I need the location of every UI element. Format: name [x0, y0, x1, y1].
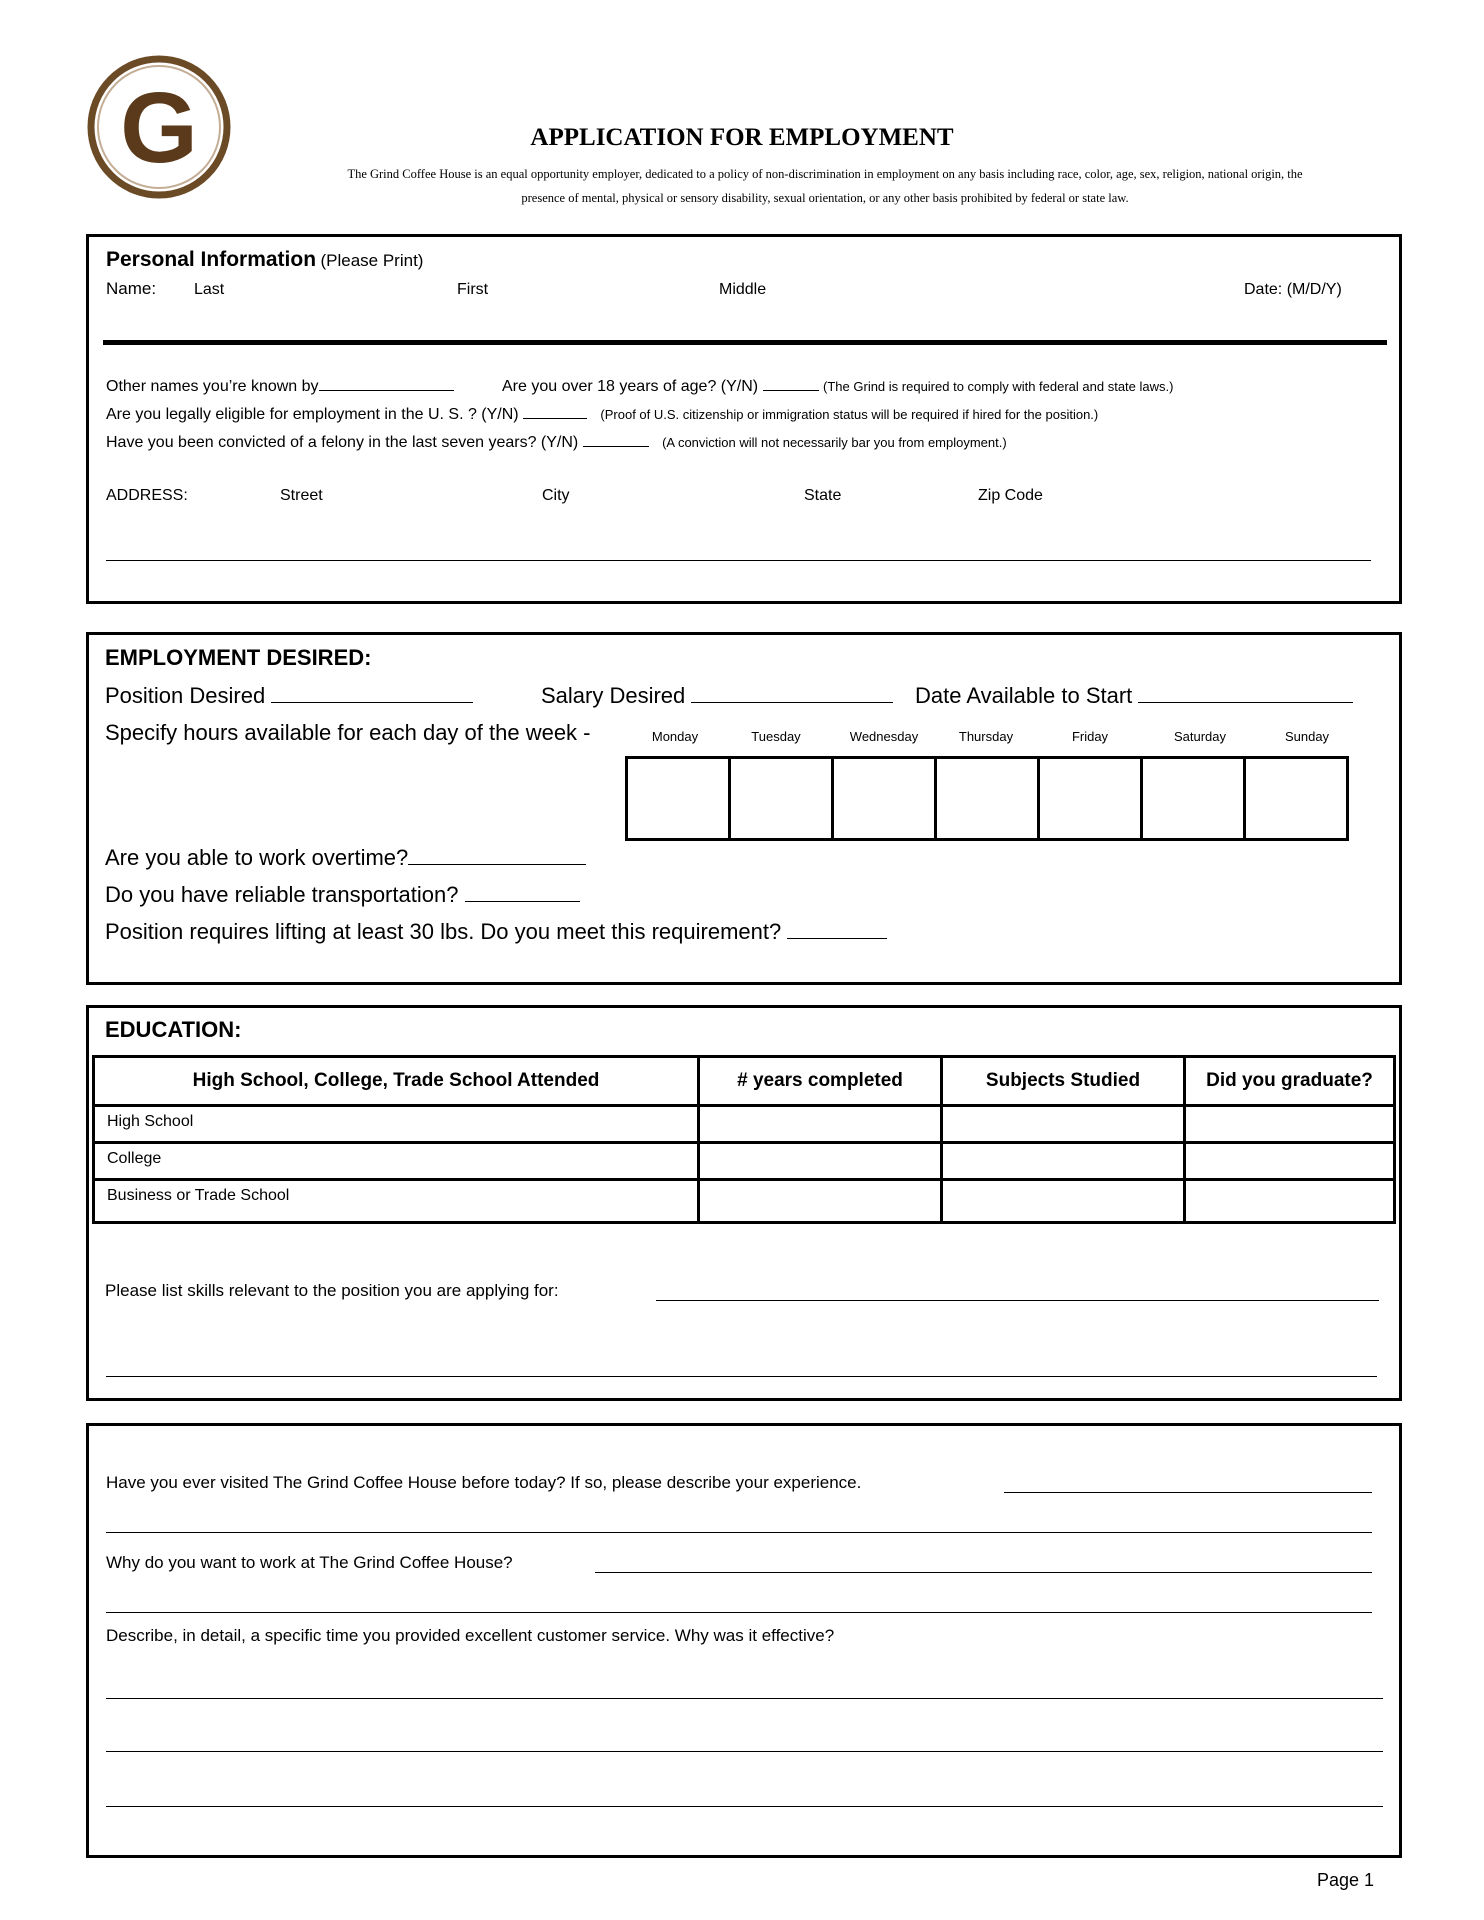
service-label: Describe, in detail, a specific time you provided excellent customer service. Why was it effective?: [106, 1626, 835, 1645]
employment-heading: EMPLOYMENT DESIRED:: [105, 645, 372, 670]
overtime-row: Are you able to work overtime?: [105, 845, 586, 871]
why-label: Why do you want to work at The Grind Coffee House?: [106, 1553, 513, 1572]
graduate-cell[interactable]: [1185, 1106, 1395, 1143]
education-heading: EDUCATION:: [105, 1017, 242, 1042]
service-field-3[interactable]: [106, 1806, 1383, 1807]
overtime-field[interactable]: [408, 863, 586, 865]
hours-cell-wednesday[interactable]: [833, 758, 936, 840]
school-type: College: [94, 1143, 699, 1180]
zip-label: Zip Code: [978, 487, 1043, 504]
day-label: Saturday: [1173, 729, 1227, 744]
address-label: ADDRESS:: [106, 487, 188, 504]
why-field-2[interactable]: [106, 1612, 1372, 1613]
street-label: Street: [280, 487, 323, 504]
personal-heading: Personal Information (Please Print): [106, 248, 424, 271]
column-header: High School, College, Trade School Attended: [94, 1057, 699, 1106]
visited-field[interactable]: [1004, 1492, 1372, 1493]
service-field-2[interactable]: [106, 1751, 1383, 1752]
visited-field-2[interactable]: [106, 1532, 1372, 1533]
hours-cell-friday[interactable]: [1039, 758, 1142, 840]
last-name-label: Last: [194, 281, 225, 298]
graduate-cell[interactable]: [1185, 1143, 1395, 1180]
table-row: [94, 1143, 1395, 1180]
day-label: Wednesday: [849, 729, 919, 744]
hours-label: Specify hours available for each day of the week -: [105, 720, 591, 745]
date-start-row: Date Available to Start: [915, 683, 1353, 709]
over18-row: Are you over 18 years of age? (Y/N) (The Grind is required to comply with federal and state laws.): [502, 378, 1174, 395]
hours-grid: [625, 756, 1349, 841]
school-type: High School: [94, 1106, 699, 1143]
column-header: # years completed: [699, 1057, 942, 1106]
hours-cell-saturday[interactable]: [1142, 758, 1245, 840]
day-label: Thursday: [958, 729, 1014, 744]
subjects-cell[interactable]: [942, 1180, 1185, 1223]
years-cell[interactable]: [699, 1180, 942, 1223]
salary-row: Salary Desired: [541, 683, 893, 709]
why-field[interactable]: [595, 1572, 1372, 1573]
subjects-cell[interactable]: [942, 1106, 1185, 1143]
day-label: Monday: [651, 729, 699, 744]
day-label: Friday: [1071, 729, 1109, 744]
table-row: [94, 1106, 1395, 1143]
school-type: Business or Trade School: [94, 1180, 699, 1223]
years-cell[interactable]: [699, 1106, 942, 1143]
other-names-row: Other names you’re known by: [106, 378, 454, 396]
years-cell[interactable]: [699, 1143, 942, 1180]
date-start-field[interactable]: [1138, 701, 1353, 703]
felony-row: Have you been convicted of a felony in the last seven years? (Y/N) (A conviction will not necessarily bar you from employment.): [106, 434, 1007, 451]
skills-field[interactable]: [656, 1300, 1379, 1301]
date-label: Date: (M/D/Y): [1244, 281, 1342, 298]
page-title: APPLICATION FOR EMPLOYMENT: [530, 124, 954, 151]
page-number: Page 1: [1316, 1870, 1374, 1890]
column-header: Did you graduate?: [1185, 1057, 1395, 1106]
education-table: [92, 1055, 1396, 1224]
subjects-cell[interactable]: [942, 1143, 1185, 1180]
skills-label: Please list skills relevant to the position you are applying for:: [105, 1281, 559, 1300]
visited-label: Have you ever visited The Grind Coffee House before today? If so, please describe your experience.: [106, 1473, 862, 1492]
state-label: State: [804, 487, 842, 504]
day-label: Sunday: [1284, 729, 1330, 744]
felony-field[interactable]: [583, 445, 649, 447]
over18-field[interactable]: [763, 389, 819, 391]
svg-text:G: G: [120, 72, 198, 184]
eeo-statement: The Grind Coffee House is an equal opportunity employer, dedicated to a policy of non-discrimination in employment on any basis including race, color, age, sex, religion, national origin, the presence of mental, physical or sensory disability, sexual orientation, or any other basis prohibited by federal or state law.: [347, 167, 1303, 205]
hours-cell-sunday[interactable]: [1245, 758, 1348, 840]
table-row: [94, 1180, 1395, 1223]
graduate-cell[interactable]: [1185, 1180, 1395, 1223]
middle-name-label: Middle: [719, 281, 767, 298]
salary-field[interactable]: [691, 701, 893, 703]
hours-cell-tuesday[interactable]: [730, 758, 833, 840]
name-field[interactable]: [103, 340, 1387, 345]
hours-cell-monday[interactable]: [627, 758, 730, 840]
address-field[interactable]: [106, 560, 1371, 561]
lifting-field[interactable]: [787, 937, 887, 939]
skills-field-2[interactable]: [106, 1376, 1377, 1377]
name-label: Name:: [106, 279, 157, 298]
position-field[interactable]: [271, 701, 473, 703]
transport-row: Do you have reliable transportation?: [105, 882, 580, 908]
eligible-row: Are you legally eligible for employment in the U. S. ? (Y/N) (Proof of U.S. citizenship or immigration status will be required if hired for the position.): [106, 406, 1099, 423]
transport-field[interactable]: [465, 900, 580, 902]
position-row: Position Desired: [105, 683, 473, 709]
service-field[interactable]: [106, 1698, 1383, 1699]
city-label: City: [542, 487, 570, 504]
lifting-row: Position requires lifting at least 30 lbs. Do you meet this requirement?: [105, 919, 887, 945]
first-name-label: First: [457, 281, 489, 298]
hours-cell-thursday[interactable]: [936, 758, 1039, 840]
eligible-field[interactable]: [523, 417, 587, 419]
other-names-field[interactable]: [319, 389, 454, 391]
column-header: Subjects Studied: [942, 1057, 1185, 1106]
day-label: Tuesday: [751, 729, 801, 744]
